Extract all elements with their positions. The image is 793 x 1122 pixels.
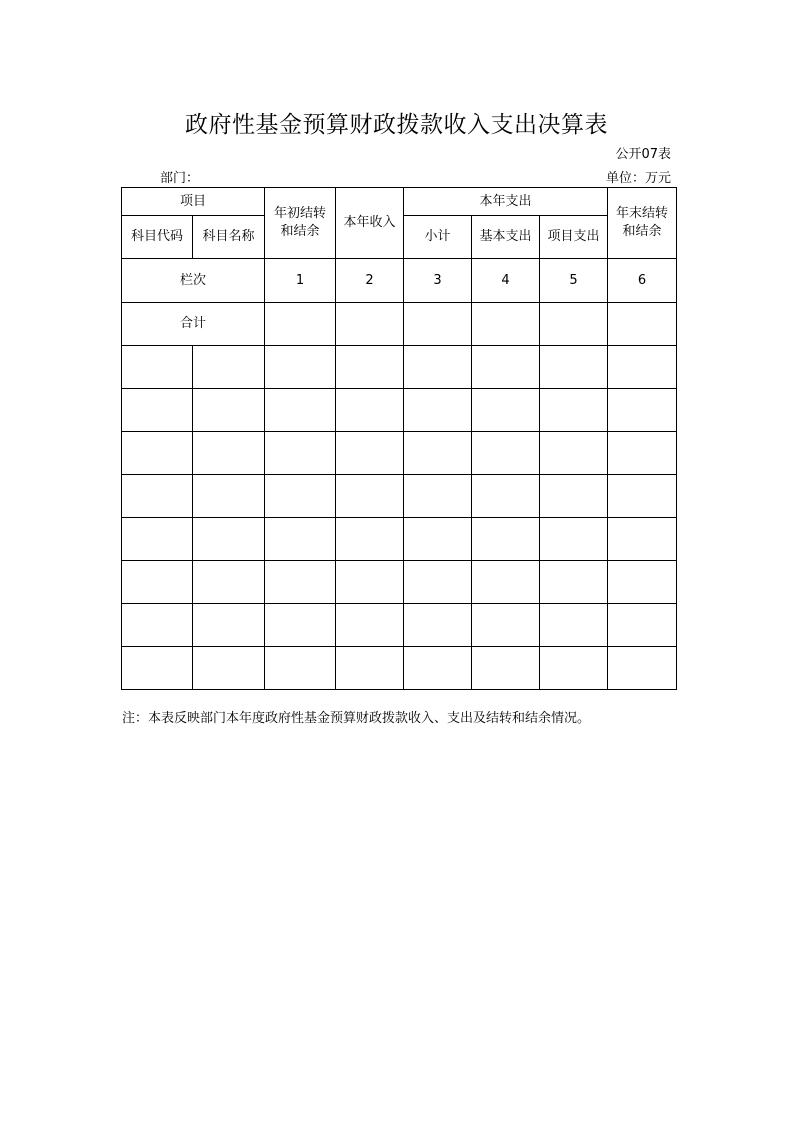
table-cell (265, 346, 336, 389)
table-cell (540, 303, 608, 346)
column-index-6: 6 (608, 259, 677, 303)
table-cell (404, 346, 472, 389)
table-cell (472, 647, 540, 690)
table-cell (193, 518, 265, 561)
header-row-1 (122, 188, 677, 216)
current-income-header: 本年收入 (336, 188, 404, 259)
table-cell (540, 518, 608, 561)
table-cell (540, 647, 608, 690)
column-index-3: 3 (404, 259, 472, 303)
table-cell (608, 432, 677, 475)
table-cell (193, 561, 265, 604)
basic-expenditure-header: 基本支出 (472, 216, 540, 259)
table-cell (540, 346, 608, 389)
table-cell (336, 346, 404, 389)
table-cell (336, 303, 404, 346)
column-index-1: 1 (265, 259, 336, 303)
table-cell (193, 604, 265, 647)
subject-code-header: 科目代码 (122, 216, 193, 259)
table-cell (122, 561, 193, 604)
total-label: 合计 (122, 303, 265, 346)
table-cell (193, 432, 265, 475)
table-cell (336, 604, 404, 647)
subject-name-header: 科目名称 (193, 216, 265, 259)
table-cell (404, 432, 472, 475)
table-cell (404, 303, 472, 346)
table-cell (336, 475, 404, 518)
table-cell (540, 604, 608, 647)
column-index-2: 2 (336, 259, 404, 303)
table-cell (122, 647, 193, 690)
table-cell (265, 561, 336, 604)
table-cell (608, 346, 677, 389)
table-cell (472, 303, 540, 346)
table-cell (404, 518, 472, 561)
table-cell (265, 604, 336, 647)
table-cell (472, 389, 540, 432)
table-cell (540, 389, 608, 432)
opening-balance-line2: 和结余 (280, 224, 320, 239)
column-index-5: 5 (540, 259, 608, 303)
form-number: 公开07表 (615, 147, 671, 162)
table-cell (608, 647, 677, 690)
table-cell (404, 475, 472, 518)
table-cell (336, 389, 404, 432)
column-index-row (122, 259, 677, 303)
table-cell (265, 432, 336, 475)
unit-label: 单位：万元 (605, 171, 671, 186)
subtotal-header: 小计 (404, 216, 472, 259)
table-cell (122, 432, 193, 475)
table-cell (404, 561, 472, 604)
column-index-4: 4 (472, 259, 540, 303)
column-index-label: 栏次 (122, 259, 265, 303)
table-row (122, 561, 677, 604)
table-cell (265, 389, 336, 432)
table-cell (472, 518, 540, 561)
table-cell (404, 647, 472, 690)
table-cell (265, 303, 336, 346)
closing-balance-line2: 和结余 (622, 224, 662, 239)
table-cell (122, 389, 193, 432)
table-cell (265, 475, 336, 518)
table-cell (122, 475, 193, 518)
table-row (122, 518, 677, 561)
table-cell (608, 561, 677, 604)
project-expenditure-header: 项目支出 (540, 216, 608, 259)
table-cell (608, 389, 677, 432)
table-cell (193, 389, 265, 432)
table-cell (540, 561, 608, 604)
table-cell (265, 647, 336, 690)
table-cell (472, 475, 540, 518)
table-cell (336, 561, 404, 604)
item-header: 项目 (122, 188, 265, 216)
footnote: 注：本表反映部门本年度政府性基金预算财政拨款收入、支出及结转和结余情况。 (122, 711, 591, 726)
table-cell (122, 604, 193, 647)
table-cell (122, 346, 193, 389)
closing-balance-header (608, 188, 677, 259)
budget-table (121, 187, 677, 690)
table-row (122, 647, 677, 690)
table-row (122, 389, 677, 432)
opening-balance-line1: 年初结转 (274, 206, 327, 221)
table-cell (540, 475, 608, 518)
table-cell (122, 518, 193, 561)
table-row (122, 604, 677, 647)
table-row (122, 432, 677, 475)
table-cell (336, 647, 404, 690)
table-cell (472, 561, 540, 604)
table-cell (336, 432, 404, 475)
table-cell (265, 518, 336, 561)
page-title: 政府性基金预算财政拨款收入支出决算表 (185, 112, 608, 138)
table-cell (608, 303, 677, 346)
table-cell (608, 604, 677, 647)
table-cell (472, 346, 540, 389)
table-cell (404, 604, 472, 647)
table-cell (472, 432, 540, 475)
table-row (122, 475, 677, 518)
table-cell (608, 475, 677, 518)
total-row (122, 303, 677, 346)
table-cell (336, 518, 404, 561)
table-cell (608, 518, 677, 561)
current-expenditure-header: 本年支出 (404, 188, 608, 216)
table-cell (193, 346, 265, 389)
table-cell (404, 389, 472, 432)
table-cell (472, 604, 540, 647)
opening-balance-header (265, 188, 336, 259)
table-cell (540, 432, 608, 475)
table-row (122, 346, 677, 389)
table-cell (193, 475, 265, 518)
department-label: 部门： (160, 171, 200, 186)
table-cell (193, 647, 265, 690)
closing-balance-line1: 年末结转 (616, 206, 669, 221)
